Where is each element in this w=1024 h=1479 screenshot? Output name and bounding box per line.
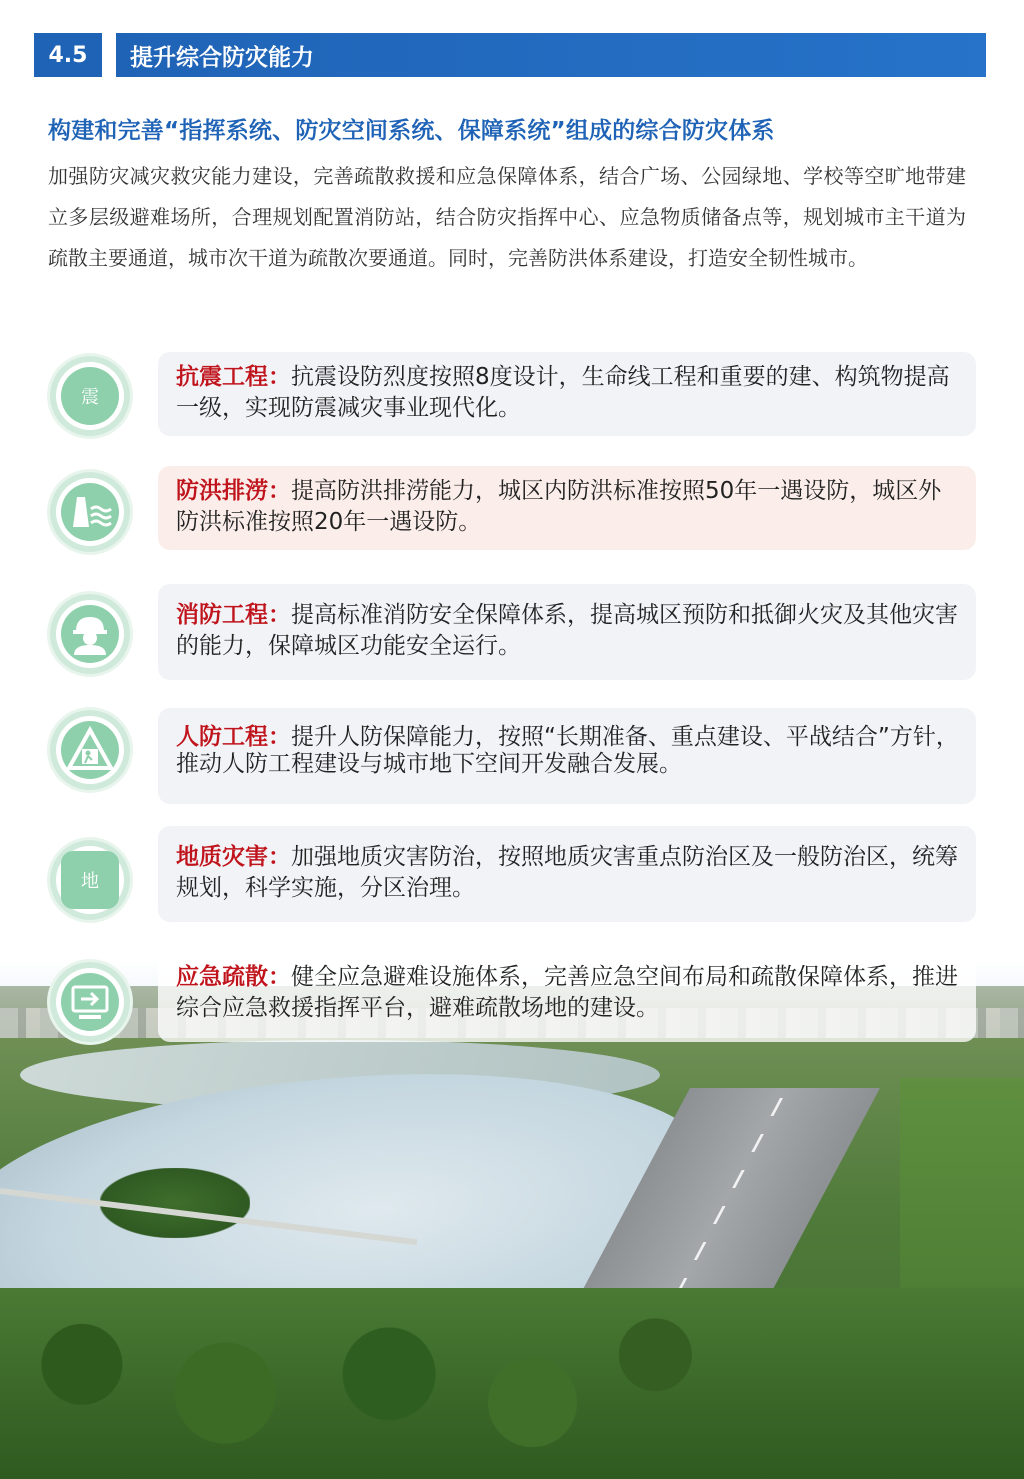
subtitle: 构建和完善“指挥系统、防灾空间系统、保障系统”组成的综合防灾体系	[48, 118, 775, 144]
item-text: 加强地质灾害防治，按照地质灾害重点防治区及一般防治区，统筹规划，科学实施，分区治理。	[176, 844, 958, 901]
item-title: 消防工程：	[176, 602, 291, 628]
item-title: 应急疏散：	[176, 964, 291, 990]
item-text: 提高标准消防安全保障体系，提高城区预防和抵御火灾及其他灾害的能力，保障城区功能安全运行。	[176, 602, 958, 659]
flood-icon	[50, 472, 130, 552]
item-text: 提升人防保障能力，按照“长期准备、重点建设、平战结合”方针，推动人防工程建设与城市地下空间开发融合发展。	[176, 724, 959, 777]
item-title: 抗震工程：	[176, 364, 291, 390]
item-title: 人防工程：	[176, 724, 291, 750]
earthquake-icon	[50, 356, 130, 436]
item-title: 防洪排涝：	[176, 478, 291, 504]
geology-icon	[50, 840, 130, 920]
item-text: 提高防洪排涝能力，城区内防洪标准按照50年一遇设防，城区外防洪标准按照20年一遇设防。	[176, 478, 942, 535]
evacuation-sign-icon	[50, 962, 130, 1042]
item-card	[158, 708, 976, 804]
item-card	[158, 826, 976, 922]
section-number: 4.5	[34, 33, 102, 77]
item-card	[158, 584, 976, 680]
item-card	[158, 352, 976, 436]
intro-paragraph: 加强防灾减灾救灾能力建设，完善疏散救援和应急保障体系，结合广场、公园绿地、学校等空旷地带建立多层级避难场所，合理规划配置消防站，结合防灾指挥中心、应急物质储备点等，规划城市主干道为疏散主要通道，城市次干道为疏散次要通道。同时，完善防洪体系建设，打造安全韧性城市。	[48, 164, 966, 270]
earthquake-icon-char: 震	[61, 367, 119, 425]
section-title: 提升综合防灾能力	[116, 33, 986, 77]
item-text: 健全应急避难设施体系，完善应急空间布局和疏散保障体系，推进综合应急救援指挥平台，避难疏散场地的建设。	[176, 964, 958, 1021]
item-text: 抗震设防烈度按照8度设计，生命线工程和重要的建、构筑物提高一级，实现防震减灾事业现代化。	[176, 364, 950, 421]
item-card	[158, 466, 976, 550]
civil-defense-icon	[50, 710, 130, 790]
geology-icon-char: 地	[61, 851, 119, 909]
item-card	[158, 946, 976, 1042]
item-title: 地质灾害：	[176, 844, 291, 870]
firefighter-icon	[50, 594, 130, 674]
